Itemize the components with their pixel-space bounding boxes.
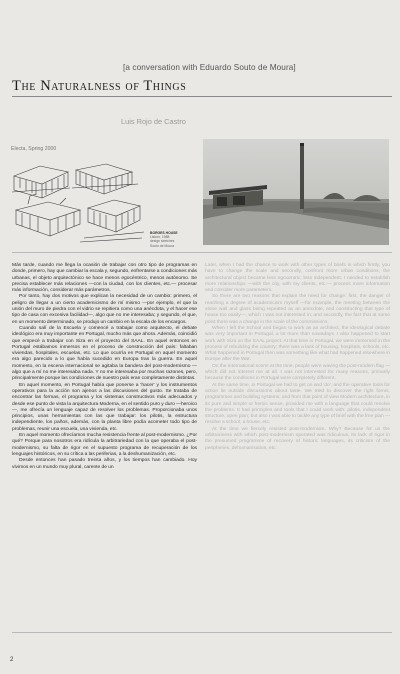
page-number: 2 [10, 657, 14, 663]
english-text-column [205, 263, 390, 452]
article-kicker: [a conversation with Eduardo Souto de Moura] [123, 63, 296, 72]
paragraph: Cuando salí de la Escuela y comencé a trabajar como arquitecto, el debate ideológico era muy importante en Portugal, mucho más que ahora. Además, coincidió que empecé a trabajar con Siza en el proyecto del SAAL. En aquel entonces en Portugal estábamos inmersos en el proceso de construcción del país: faltaban viviendas, hospitales, escuelas, etc. Lo que ocurría en Portugal en aquel momento era algo parecido a lo que había sucedido en Europa tras la guerra. En aquel momento, en la escena internacional se agitaba la bandera del post-modernismo —algo que a mí no me interesaba nada. Y no me interesaba por muchas razones, pero, principalmente porque las condiciones de nuestro país eran completamente distintas. [12, 325, 197, 382]
paragraph: En aquel momento, en Portugal había que ponerse a 'hacer' y los instrumentos operativos para la acción son ajenos a las discusiones del gusto. Se trataba de encontrar las formas, el programa y los sistemas constructivos más adecuados y desde ese punto de vista la arquitectura Moderna, en el sentido puro y duro —heroico—, me ofrecía un lenguaje capaz de resolver los problemas. Proporcionaba unos principios, unas herramientas con las que trabajar: los pilotis, la estructura independiente, los paños, además, con la planta libre podía acometer todo tipo de problemas, reunir una escuela, una vivienda, etc. [12, 382, 197, 432]
caption-title: BORGES HOUSE [150, 231, 178, 235]
article-author: Luis Rojo de Castro [121, 117, 186, 126]
footer-rule [12, 632, 392, 633]
caption-line: Lisbon, 1988 [150, 235, 170, 240]
title-rule [12, 96, 392, 97]
caption-line: design sketches [150, 239, 175, 244]
paragraph: When I left the School and began to work as an architect, the ideological debate was very important in Portugal, a lot more than nowadays. I also happened to start work with Siza on the SAAL project. At that time in Portugal, we were immersed in the process of rebuilding the country; there was a lack of housing, hospitals, schools, etc. What happened in Portugal then was something like what had happened elsewhere in Europe after the War. [205, 325, 390, 363]
photo-image [203, 139, 389, 245]
paragraph: On the international scene at the time, people were waving the post-modern flag —which did not interest me at all. I was not interested for many reasons, primarily because the conditions in Portugal were completely different. [205, 363, 390, 382]
spanish-text-column [12, 263, 197, 471]
paragraph: Desde entonces han pasado treinta años, y los tiempos han cambiado. Hoy vivimos en un mundo muy plural, carente de un [12, 458, 197, 470]
architectural-sketch [10, 158, 146, 246]
source-note: Electa, Spring 2000 [11, 146, 57, 152]
paragraph: Later, when I had the chance to work with other types of briefs in which firstly, you have to change the scale and secondly, confront more urban conditions, the architectural object became less egocentric, less independent. I needed to establish more relationships —with the city, with my clients, etc.— process more information and consider more parameters. [205, 263, 390, 294]
paragraph: Más tarde, cuando me llega la ocasión de trabajar con otro tipo de programas en donde, primero, hay que cambiar la escala y, segundo, enfrentarse a condiciones más urbanas, el objeto arquitectónico se hace menos egocéntrico, menos autónomo. Se precisa establecer más relaciones —con la ciudad, con los clientes, etc.— procesar más información, considerar más parámetros. [12, 263, 197, 294]
building-photo [203, 139, 389, 245]
paragraph: At the time we fiercely resisted post-modernism. Why? Because for us the arbitrariness with which post-modernism operated was ridiculous, its lack of rigor in the presumed programme of recovery of historic languages, its criticism of the peripheries, dehumanisation, etc. [205, 426, 390, 451]
figure-rule [12, 252, 392, 253]
paragraph: So there are two reasons that explain the need for change: first, the danger of reaching a degree of academicism myself —for example, the meeting between the stone wall and glass being repeated as an anecdote, and constructing that type of house too easily—, which I was not interested in; and secondly, the fact that at some point there was a change in the scale of the commissions. [205, 294, 390, 325]
caption-line: Souto de Moura [150, 243, 175, 248]
figure-caption [150, 231, 200, 248]
paragraph: At the same time, in Portugal we had to get on and 'do', and the operative tools for action lie outside discussions about taste. We tried to discover the right forms, programmes and building systems, and from that point of view Modern architecture, in its pure and simple or heroic sense, provided me with a language that could resolve the problems. It had principles and tools that I could work with: pilotis, independent structure, open plan; but also I was able to tackle any type of brief with the free plan —resolve a school, a house, etc. [205, 382, 390, 426]
paragraph: En aquel momento ofrecíamos mucha resistencia frente al post-modernismo. ¿Por qué? Porque para nosotros era ridícula la arbitrariedad con la que operaba el post-modernismo, su falta de rigor en el supuesto programa de recuperación de los lenguajes históricos, en su crítica a las periferias, a la deshumanización, etc. [12, 433, 197, 457]
paragraph: Por tanto, hay dos motivos que explican la necesidad de un cambio: primero, el peligro de llegar a un cierto academicismo de mí mismo —por ejemplo, el que la unión del muro de piedra con el vidrio se repitiera como una anécdota, y el hacer ese tipo de casa con excesiva facilidad—, algo que no me interesaba; y segundo, el que, en un momento determinado, se produjo un cambio en la escala de los encargos. [12, 294, 197, 325]
article-title: The Naturalness of Things [12, 78, 187, 94]
